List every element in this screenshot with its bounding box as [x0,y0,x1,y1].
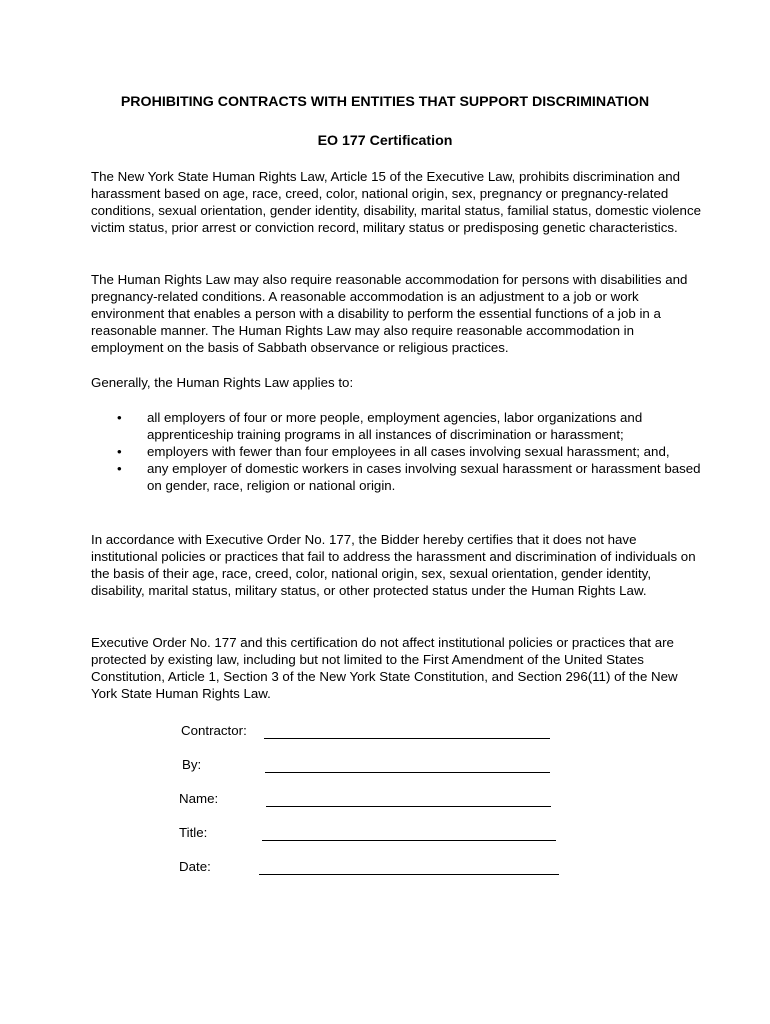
applies-to-list [91,409,701,494]
name-label: Name: [179,791,219,806]
document-subtitle: EO 177 Certification [317,133,453,149]
date-label: Date: [179,859,211,874]
list-item-text: employers with fewer than four employees in all cases involving sexual harassment; and, [147,444,670,460]
contractor-label: Contractor: [181,723,247,738]
signature-row-date [0,858,770,878]
signature-row-by [0,756,770,776]
contractor-field[interactable] [264,738,550,739]
title-field[interactable] [262,840,556,841]
paragraph-applies-to: Generally, the Human Rights Law applies to: [91,375,354,390]
date-field[interactable] [259,874,559,875]
by-label: By: [182,757,202,772]
paragraph-certification: In accordance with Executive Order No. 177, the Bidder hereby certifies that it does not have institutional policies or practices that fail to address the harassment and discrimination of individuals on the basis of their age, race, creed, color, national origin, sex, sexual orientation, gender identity, disability, marital status, military status, or other protected status under the Human Rights Law. [91,532,696,599]
signature-row-title [0,824,770,844]
paragraph-limitations: Executive Order No. 177 and this certification do not affect institutional policies or practices that are protected by existing law, including but not limited to the First Amendment of the United States Constitution, Article 1, Section 3 of the New York State Constitution, and Section 296(11) of the New York State Human Rights Law. [91,635,678,702]
document-title: PROHIBITING CONTRACTS WITH ENTITIES THAT SUPPORT DISCRIMINATION [120,94,650,110]
list-item [91,443,701,460]
by-field[interactable] [265,772,550,773]
list-item [91,409,701,443]
name-field[interactable] [266,806,551,807]
list-item-text: any employer of domestic workers in cases involving sexual harassment or harassment based on gender, race, religion or national origin. [147,461,701,494]
paragraph-accommodation: The Human Rights Law may also require reasonable accommodation for persons with disabilities and pregnancy-related conditions. A reasonable accommodation is an adjustment to a job or work environment that enables a person with a disability to perform the essential functions of a job in a reasonable manner. The Human Rights Law may also require reasonable accommodation in employment on the basis of Sabbath observance or religious practices. [91,272,688,356]
list-item [91,460,701,494]
title-label: Title: [179,825,208,840]
paragraph-prohibitions: The New York State Human Rights Law, Article 15 of the Executive Law, prohibits discrimination and harassment based on age, race, creed, color, national origin, sex, pregnancy or pregnancy-related conditions, sexual orientation, gender identity, disability, marital status, familial status, domestic violence victim status, prior arrest or conviction record, military status or predisposing genetic characteristics. [91,169,701,236]
bullet-icon: • [117,444,122,460]
signature-row-contractor [0,722,770,742]
signature-row-name [0,790,770,810]
list-item-text: all employers of four or more people, employment agencies, labor organizations and apprenticeship training programs in all instances of discrimination or harassment; [147,410,643,443]
bullet-icon: • [117,410,122,425]
bullet-icon: • [117,461,122,477]
